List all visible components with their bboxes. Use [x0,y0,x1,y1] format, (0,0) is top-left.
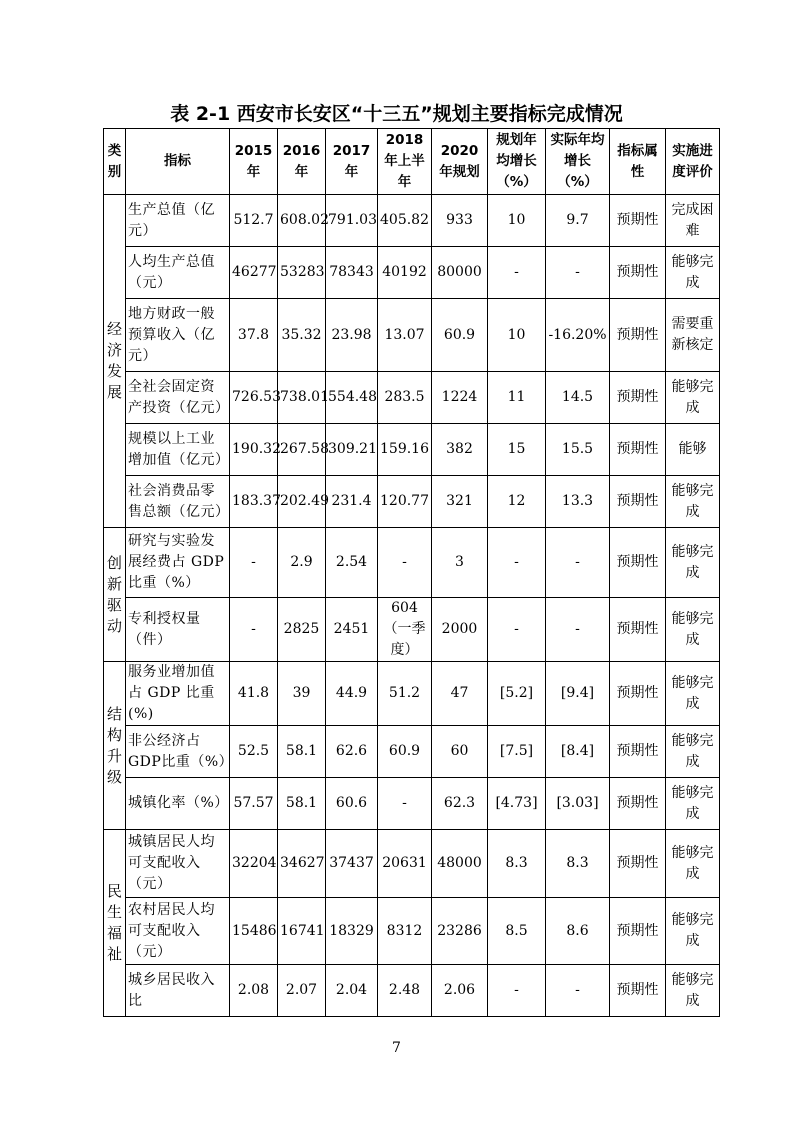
header-2016: 2016年 [278,129,326,195]
category-cell: 结 构 升 级 [104,662,126,830]
cell-plan2020: 1224 [432,372,488,424]
cell-plan-growth: 11 [488,372,546,424]
cell-plan2020: 2.06 [432,965,488,1017]
cell-y2018h1: - [378,528,432,598]
cell-attribute: 预期性 [610,830,666,898]
cell-evaluation: 能够完成 [666,476,720,528]
cell-y2015: - [230,598,278,662]
cell-y2016: 53283 [278,247,326,299]
cell-y2018h1: 20631 [378,830,432,898]
cell-y2016: 2.9 [278,528,326,598]
table-body [104,195,720,1017]
cell-actual-growth: -16.20% [546,299,610,372]
cell-y2018h1: 120.77 [378,476,432,528]
indicator-cell: 城镇化率（%） [126,778,230,830]
cell-actual-growth: [3.03] [546,778,610,830]
header-category: 类别 [104,129,126,195]
table-row [104,424,720,476]
cell-plan-growth: 12 [488,476,546,528]
header-2018h1: 2018年上半年 [378,129,432,195]
cell-y2017: 60.6 [326,778,378,830]
cell-evaluation: 能够完成 [666,778,720,830]
page-number: 7 [392,1040,401,1056]
cell-evaluation: 能够完成 [666,662,720,726]
indicator-cell: 服务业增加值占 GDP 比重(%) [126,662,230,726]
indicator-cell: 全社会固定资产投资（亿元） [126,372,230,424]
cell-plan2020: 47 [432,662,488,726]
indicator-cell: 城乡居民收入比 [126,965,230,1017]
cell-y2017: 791.03 [326,195,378,247]
cell-evaluation: 能够完成 [666,598,720,662]
cell-actual-growth: - [546,598,610,662]
cell-y2018h1: 283.5 [378,372,432,424]
cell-actual-growth: 13.3 [546,476,610,528]
cell-actual-growth: [9.4] [546,662,610,726]
cell-plan2020: 48000 [432,830,488,898]
table-row [104,195,720,247]
cell-y2018h1: 8312 [378,898,432,965]
header-row [104,129,720,195]
table-row [104,778,720,830]
cell-attribute: 预期性 [610,424,666,476]
cell-y2018h1: 13.07 [378,299,432,372]
table-row [104,247,720,299]
table-title: 表 2-1 西安市长安区“十三五”规划主要指标完成情况 [170,103,623,125]
cell-y2015: 46277 [230,247,278,299]
cell-y2015: 37.8 [230,299,278,372]
table-row [104,830,720,898]
table-row [104,965,720,1017]
cell-y2017: 231.4 [326,476,378,528]
category-cell: 经 济 发 展 [104,195,126,528]
table-row [104,372,720,424]
cell-y2017: 62.6 [326,726,378,778]
cell-y2015: 183.37 [230,476,278,528]
header-2017: 2017年 [326,129,378,195]
cell-attribute: 预期性 [610,195,666,247]
cell-plan-growth: [5.2] [488,662,546,726]
cell-y2016: 58.1 [278,778,326,830]
cell-y2017: 23.98 [326,299,378,372]
table-row [104,476,720,528]
indicator-cell: 非公经济占GDP比重（%） [126,726,230,778]
cell-y2017: 18329 [326,898,378,965]
cell-attribute: 预期性 [610,726,666,778]
cell-plan2020: 3 [432,528,488,598]
cell-evaluation: 需要重新核定 [666,299,720,372]
cell-evaluation: 能够完成 [666,726,720,778]
table-row [104,299,720,372]
table-row [104,662,720,726]
header-attribute: 指标属性 [610,129,666,195]
cell-y2016: 202.49 [278,476,326,528]
cell-y2017: 37437 [326,830,378,898]
cell-plan-growth: - [488,528,546,598]
cell-plan2020: 2000 [432,598,488,662]
header-2015: 2015年 [230,129,278,195]
cell-y2018h1: - [378,778,432,830]
cell-plan-growth: - [488,598,546,662]
cell-y2015: 2.08 [230,965,278,1017]
cell-y2018h1: 2.48 [378,965,432,1017]
cell-y2015: 32204 [230,830,278,898]
cell-plan-growth: 8.5 [488,898,546,965]
header-indicator: 指标 [126,129,230,195]
indicator-cell: 城镇居民人均可支配收入（元） [126,830,230,898]
cell-evaluation: 能够完成 [666,372,720,424]
header-plan2020: 2020年规划 [432,129,488,195]
header-evaluation: 实施进度评价 [666,129,720,195]
cell-y2016: 35.32 [278,299,326,372]
header-actual-growth: 实际年均增长（%） [546,129,610,195]
cell-y2016: 39 [278,662,326,726]
cell-attribute: 预期性 [610,372,666,424]
cell-y2017: 2.04 [326,965,378,1017]
cell-y2015: 512.7 [230,195,278,247]
cell-actual-growth: 9.7 [546,195,610,247]
cell-actual-growth: [8.4] [546,726,610,778]
category-cell: 创 新 驱 动 [104,528,126,662]
cell-attribute: 预期性 [610,476,666,528]
cell-plan2020: 321 [432,476,488,528]
cell-plan2020: 933 [432,195,488,247]
cell-plan-growth: 15 [488,424,546,476]
cell-attribute: 预期性 [610,598,666,662]
cell-plan-growth: [4.73] [488,778,546,830]
indicator-cell: 社会消费品零售总额（亿元） [126,476,230,528]
cell-y2015: 57.57 [230,778,278,830]
cell-y2015: 15486 [230,898,278,965]
cell-actual-growth: 15.5 [546,424,610,476]
cell-y2016: 34627 [278,830,326,898]
cell-y2017: 554.48 [326,372,378,424]
cell-y2018h1: 60.9 [378,726,432,778]
cell-y2018h1: 405.82 [378,195,432,247]
cell-y2016: 2825 [278,598,326,662]
cell-y2016: 2.07 [278,965,326,1017]
cell-evaluation: 完成困难 [666,195,720,247]
cell-y2017: 2.54 [326,528,378,598]
indicator-cell: 农村居民人均可支配收入（元） [126,898,230,965]
cell-plan-growth: [7.5] [488,726,546,778]
cell-attribute: 预期性 [610,528,666,598]
cell-actual-growth: 8.6 [546,898,610,965]
cell-y2018h1: 51.2 [378,662,432,726]
indicator-cell: 规模以上工业增加值（亿元） [126,424,230,476]
cell-y2018h1: 40192 [378,247,432,299]
cell-y2016: 267.58 [278,424,326,476]
cell-attribute: 预期性 [610,247,666,299]
indicator-cell: 研究与实验发展经费占 GDP 比重（%） [126,528,230,598]
indicator-cell: 地方财政一般预算收入（亿元） [126,299,230,372]
indicator-cell: 生产总值（亿元） [126,195,230,247]
cell-plan2020: 23286 [432,898,488,965]
cell-actual-growth: - [546,247,610,299]
cell-evaluation: 能够完成 [666,247,720,299]
cell-y2018h1: 159.16 [378,424,432,476]
cell-y2016: 738.01 [278,372,326,424]
cell-plan-growth: 10 [488,299,546,372]
table-row [104,598,720,662]
table-row [104,898,720,965]
cell-evaluation: 能够 [666,424,720,476]
category-cell: 民 生 福 祉 [104,830,126,1017]
cell-evaluation: 能够完成 [666,898,720,965]
cell-plan-growth: - [488,247,546,299]
cell-evaluation: 能够完成 [666,528,720,598]
cell-plan2020: 80000 [432,247,488,299]
cell-evaluation: 能够完成 [666,965,720,1017]
cell-attribute: 预期性 [610,965,666,1017]
cell-actual-growth: 14.5 [546,372,610,424]
cell-y2017: 78343 [326,247,378,299]
cell-plan-growth: - [488,965,546,1017]
cell-plan2020: 60 [432,726,488,778]
cell-y2018h1: 604（一季度） [378,598,432,662]
cell-plan-growth: 10 [488,195,546,247]
cell-attribute: 预期性 [610,898,666,965]
table-row [104,528,720,598]
cell-attribute: 预期性 [610,778,666,830]
indicator-cell: 专利授权量（件） [126,598,230,662]
cell-actual-growth: - [546,965,610,1017]
header-plan-growth: 规划年均增长（%） [488,129,546,195]
table-row [104,726,720,778]
cell-y2015: 52.5 [230,726,278,778]
cell-y2017: 309.21 [326,424,378,476]
cell-plan2020: 382 [432,424,488,476]
cell-y2015: 190.32 [230,424,278,476]
cell-y2015: - [230,528,278,598]
cell-y2015: 41.8 [230,662,278,726]
cell-plan-growth: 8.3 [488,830,546,898]
cell-plan2020: 62.3 [432,778,488,830]
indicator-cell: 人均生产总值（元） [126,247,230,299]
cell-plan2020: 60.9 [432,299,488,372]
indicator-table [103,128,720,1017]
cell-actual-growth: - [546,528,610,598]
cell-attribute: 预期性 [610,662,666,726]
cell-y2017: 2451 [326,598,378,662]
cell-y2016: 58.1 [278,726,326,778]
cell-y2017: 44.9 [326,662,378,726]
cell-actual-growth: 8.3 [546,830,610,898]
cell-evaluation: 能够完成 [666,830,720,898]
cell-y2016: 608.02 [278,195,326,247]
cell-y2015: 726.53 [230,372,278,424]
cell-y2016: 16741 [278,898,326,965]
cell-attribute: 预期性 [610,299,666,372]
